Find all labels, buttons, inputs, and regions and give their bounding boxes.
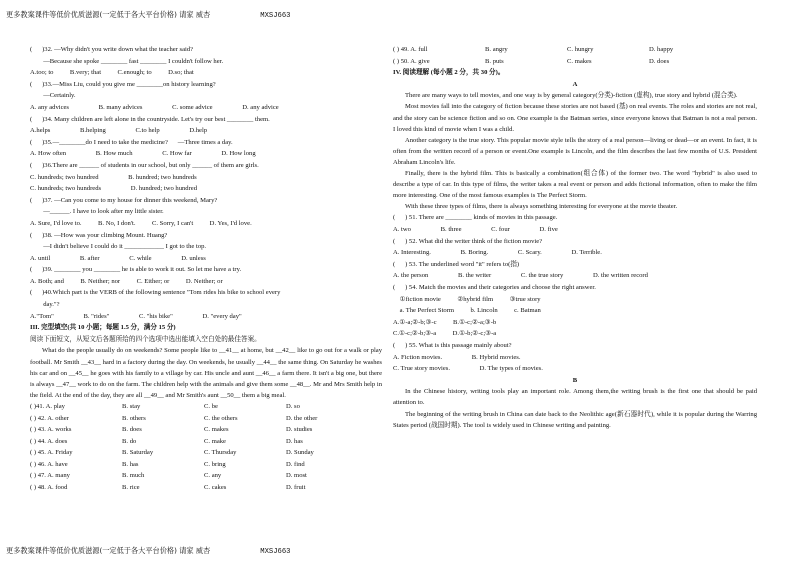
option: C. the others [204,414,238,422]
option: B. much [122,472,145,480]
question-line: C. hundreds; two hundred B. hundred; two hundreds [30,173,197,181]
footer-title: 更多教案课件等低价优质滋源(一定低于各大平台价格) 请家 威杏 [6,546,211,555]
option: C. be [204,402,218,410]
question-line: A. until B. after C. while D. unless [30,254,206,262]
option: D. the other [286,414,318,422]
cloze-options [30,401,382,494]
option: C. any [204,472,222,480]
question-line: a. The Perfect Storm b. Lincoln c. Batman [393,307,541,315]
question-line: —I didn't believe I could do it ____________ I got to the top. [30,243,207,251]
question-line: ( )32. —Why didn't you write down what the teacher said? [30,46,194,53]
option: C. hungry [567,46,594,53]
left-column [30,44,382,494]
question-line: A.helps B.helping C.to help D.help [30,127,208,135]
question-line: A. How often B. How much C. How far D. How long [30,150,256,158]
option: D. studies [286,426,313,434]
option: ( )41. A. play [30,402,65,410]
question-line: —Certainly. [30,92,76,100]
option: ( ) 42. A. other [30,414,69,422]
option: ( ) 44. A. does [30,437,68,445]
page-header [6,10,290,20]
option: B. has [122,460,139,468]
passage-paragraph: Another category is the true story. This popular movie style tells the story of a real person—living or dead—or an event. In fact, it is often from the written record of a person or event.One example is Lincoln, and the film describes the last few months of U.S. President Abraham Lincoln's life. [393,136,757,166]
question-line: C. hundreds; two hundreds D. hundred; two hundred [30,185,198,193]
passage-b [393,386,757,430]
question-line: ①fiction movie ②hybrid film ③true story [393,295,541,303]
option: D. so [286,402,300,410]
option: B. stay [122,402,141,410]
header-title: 更多教案课件等低价优质滋源(一定低于各大平台价格) 请家 威杏 [6,10,211,19]
option: D. has [286,437,303,445]
option: C. makes [204,426,229,434]
option: B. others [122,414,146,422]
question-line: A.too; to B.very; that C.enough; to D.so; that [30,69,194,77]
option: C. cakes [204,484,227,492]
question-line: day."? [30,301,60,309]
left-questions [30,44,382,322]
cloze-option-row [30,459,382,471]
option: C. makes [567,57,592,65]
question-line: A. Both; and B. Neither; nor C. Either; or D. Neither; or [30,277,223,285]
option: ( ) 50. A. give [393,57,430,65]
option: C. Thursday [204,449,237,457]
question-line: ( )36.There are ______ of students in our school, but only ______ of them are girls. [30,161,259,169]
question-line: ( ) 54. Match the movies and their categories and choose the right answer. [393,283,596,291]
question-line: ( )35.—________do I need to take the medicine? —Three times a day. [30,138,233,146]
option: C. bring [204,460,226,468]
section3-title: III. 完型填空(共 10 小题；每题 1.5 分，满分 15 分) [30,324,176,332]
question-line: A."Tom" B. "rides" C. "his bike" D. "every day" [30,312,242,320]
page-footer [6,546,290,556]
cloze-option-row [393,56,757,68]
question-line: A. two B. three C. four D. five [393,226,558,233]
section4-title: IV. 阅读理解 (每小题 2 分，共 30 分)。 [393,69,505,77]
option: D. does [649,57,670,65]
question-line: ( ) 52. What did the writer think of the fiction movie? [393,237,543,245]
question-line: C.①-c;②-b;③-a D.①-b;②-c;③-a [393,330,497,338]
question-line: C. True story movies. D. The types of movies. [393,365,543,373]
option: ( ) 45. A. Friday [30,449,73,457]
question-line: ( ) 55. What is this passage mainly about? [393,341,512,349]
question-line: A. any advices B. many advices C. some advice D. any advice [30,103,279,111]
question-line: ( )39. ________ you ________ he is able to work it out. So let me have a try. [30,266,242,274]
footer-code: MXSJ663 [260,548,291,556]
passage-b-label: B [572,376,578,384]
option: C. make [204,437,226,445]
option: D. Sunday [286,449,314,457]
question-line: ( )40.Which part is the VERB of the following sentence "Tom rides his bike to school every [30,289,281,297]
passage-paragraph: Finally, there is the hybrid film. This is basically a combination(组合体) of the former two. The word "hybrid" is also used to describe a type of car. In this type of films, the writer takes a real event or person and adds fictional information, often to make the film more interesting. One of the most famous examples is The Perfect Storm. [393,170,757,200]
question-line: —______. I have to look after my little sister. [30,208,164,216]
cloze-option-row [30,401,382,413]
passage-paragraph: Most movies fall into the category of fiction because these stories are not based (基) on real events. The roles and stories are not real, and the story can be science fiction and so on. One example is the Batman series, since everyone knows that Batman is not a real person. I loved this kind of movie when I was a child. [393,103,757,133]
cloze-option-row [30,413,382,425]
passage-paragraph: There are many ways to tell movies, and one way is by general category(分类)-fiction (虚构), true story and hybrid (混合类). [405,92,738,100]
passage-paragraph: With these three types of films, there is always something interesting for everyone at the movie theater. [405,203,678,211]
question-line: ( )37. —Can you come to my house for dinner this weekend, Mary? [30,196,218,204]
question-line: —Because she spoke ________ fast ________ I couldn't follow her. [30,57,224,65]
passage-paragraph: In the Chinese history, writing tools play an important role. Among them,the writing brush is the first one that should be paid attention to. [393,388,757,407]
cloze-option-row [30,436,382,448]
option: B. rice [122,484,140,492]
option: D. happy [649,46,674,53]
question-line: A. Sure, I'd love to. B. No, I don't. C. Sorry, I can't D. Yes, I'd love. [30,219,252,227]
question-line: ( )38. —How was your climbing Mount. Huang? [30,231,168,239]
passage-a-label: A [572,80,578,88]
cloze-option-row [30,424,382,436]
option: D. find [286,460,305,468]
option: ( ) 47. A. many [30,472,70,480]
cloze-options-continued [393,44,757,67]
option: B. puts [485,57,504,65]
question-line: A.①-a;②-b;③-c B.①-c;②-a;③-b [393,318,497,326]
question-line: ( ) 51. There are ________ kinds of movies in this passage. [393,214,558,222]
question-line: ( ) 53. The underlined word "it" refers to(指) [393,260,520,268]
cloze-option-row [30,447,382,459]
passage-a-questions [393,212,757,374]
cloze-option-row [30,470,382,482]
option: ( ) 46. A. have [30,460,68,468]
option: B. do [122,437,137,445]
cloze-option-row [393,44,757,56]
section3-passage: What do the people usually do on weekends? Some people like to __41__ at home, but __42__ like to go out for a walk or play football. Mr Smith __43__ hard in a factory during the day. On weekends, he usually __44__ the same thing. On Saturday he washes his car and on __45__ he goes with his family to a village by car. His uncle and aunt __46__ a farm there. It isn't a big one, but there is always __47__ work to do on the farm. The children help with the animals and give them some __48__. Mr and Mrs Smith help in the field. At the end of the day, they are all __49__ and Mr Smith's aunt __50__ them a big meal. [30,347,382,399]
option: D. fruit [286,484,306,492]
option: ( ) 49. A. full [393,46,428,53]
right-column [393,44,757,431]
option: D. most [286,472,307,480]
header-code: MXSJ663 [260,12,291,20]
option: B. angry [485,46,508,53]
option: B. Saturday [122,449,154,457]
option: ( ) 43. A. works [30,426,72,434]
question-line: A. Fiction movies. B. Hybrid movies. [393,353,521,361]
question-line: ( )34. Many children are left alone in the countryside. Let's try our best ________ them. [30,115,270,123]
passage-a [393,90,757,212]
question-line: ( )33.—Miss Liu, could you give me ________on history learning? [30,80,216,88]
option: B. does [122,426,142,434]
passage-paragraph: The beginning of the writing brush in China can date back to the Neolithic age(新石器时代), while it is popular during the Warring States period (战国时期). The tool is widely used in Chinese writing and painting. [393,410,757,429]
option: ( ) 48. A. food [30,484,68,492]
cloze-option-row [30,482,382,494]
question-line: A. the person B. the writer C. the true story D. the written record [393,272,648,280]
section3-instructions: 阅读下面短文，从短文后各题所给的四个选项中选出能填入空白处的最佳答案。 [30,335,261,343]
question-line: A. Interesting. B. Boring. C. Scary. D. Terrible. [393,249,602,257]
